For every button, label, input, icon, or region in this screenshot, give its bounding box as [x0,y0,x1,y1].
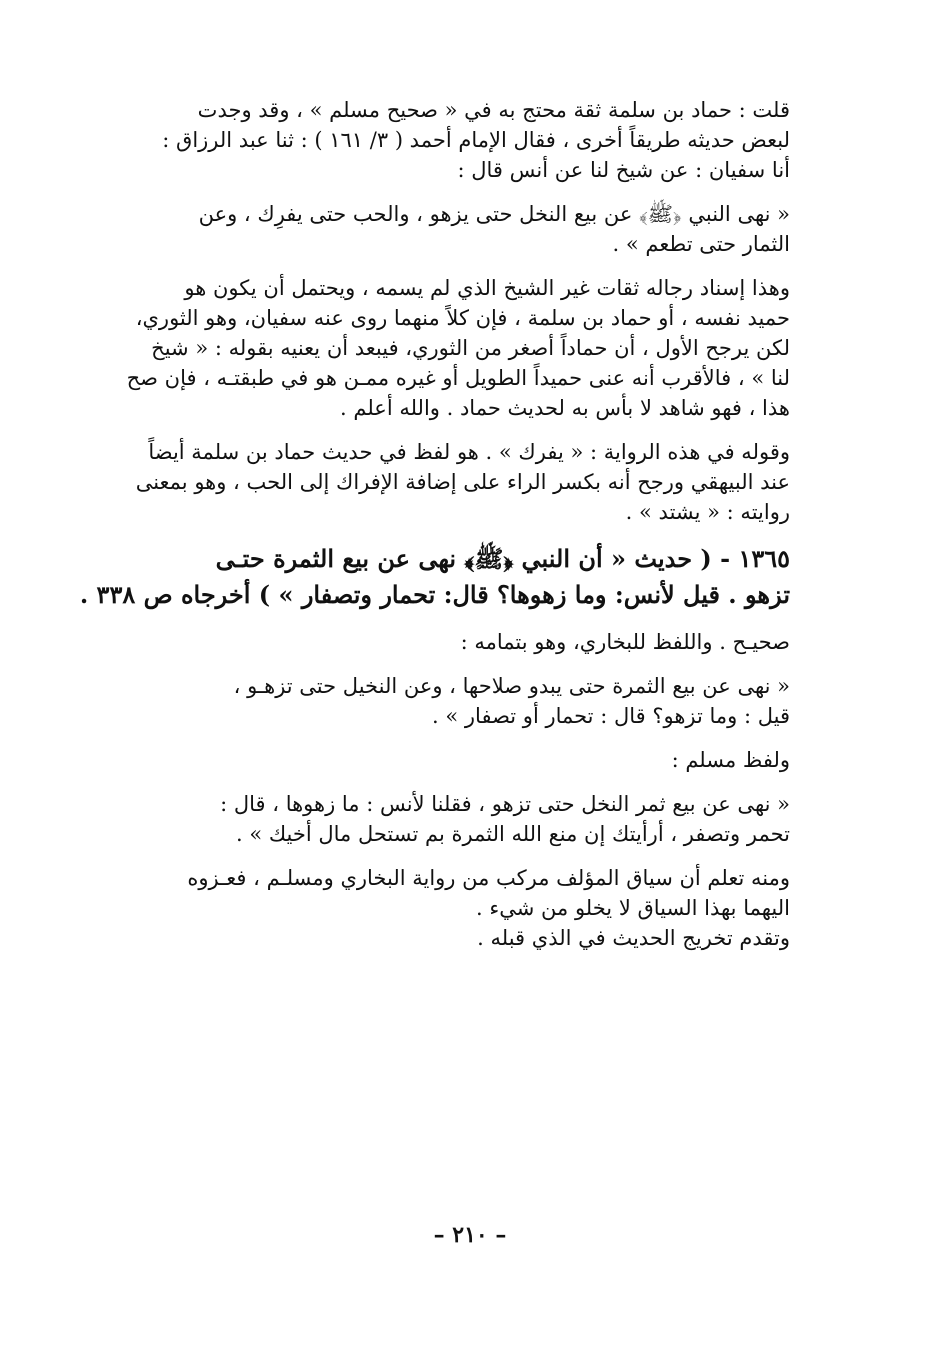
text-line: ولفظ مسلم : [671,748,790,772]
paragraph [100,273,790,423]
paragraph [100,789,790,849]
text-line: هذا ، فهو شاهد لا بأس به لحديث حماد . والله أعلم . [340,396,790,420]
text-line: وقوله في هذه الرواية : « يفرك » . هو لفظ في حديث حماد بن سلمة أيضاً [148,440,790,464]
paragraph [100,627,790,657]
paragraph [100,671,790,731]
paragraph [100,199,790,259]
text-line: لنا » ، فالأقرب أنه عنى حميداً الطويل أو غيره ممـن هو في طبقتـه ، فإن صح [126,366,790,390]
text-line: عند البيهقي ورجح أنه بكسر الراء على إضافة الإفراك إلى الحب ، وهو بمعنى [135,470,790,494]
page-number: – ٢١٠ – [433,1222,507,1248]
text-line: حميد نفسه ، أو حماد بن سلمة ، فإن كلاً منهما روى عنه سفيان، وهو الثوري، [135,306,790,330]
text-line: قيل : وما تزهو؟ قال : تحمار أو تصفار » . [432,704,790,728]
paragraph [100,95,790,185]
text-line: تزهو . قيل لأنس: وما زهوها؟ قال: تحمار وتصفار » ) أخرجاه ص ٣٣٨ . [79,580,790,609]
text-line: « نهى عن بيع الثمرة حتى يبدو صلاحها ، وعن النخيل حتى تزهـو ، [233,674,790,698]
text-line: لبعض حديثه طريقاً أخرى ، فقال الإمام أحمد ( ٣/ ١٦١ ) : ثنا عبد الرزاق : [162,128,790,152]
hadith-heading [79,541,790,613]
page-body [79,95,790,967]
text-line: اليهما بهذا السياق لا يخلو من شيء . [476,896,790,920]
paragraphs-container [79,95,790,953]
text-line: « نهى عن بيع ثمر النخل حتى تزهو ، فقلنا لأنس : ما زهوها ، قال : [220,792,790,816]
paragraph [100,437,790,527]
text-line: روايته : « يشتد » . [625,500,790,524]
text-line: ومنه تعلم أن سياق المؤلف مركب من رواية البخاري ومسلـم ، فعـزوه [187,866,790,890]
text-line: « نهى النبي ﴿ﷺ﴾ عن بيع النخل حتى يزهو ، والحب حتى يفرِك ، وعن [198,202,790,226]
text-line: تحمر وتصفر ، أرأيتك إن منع الله الثمرة بم تستحل مال أخيك » . [235,822,790,846]
text-line: صحيـح . واللفظ للبخاري، وهو بتمامه : [460,630,790,654]
text-line: وتقدم تخريج الحديث في الذي قبله . [477,926,790,950]
text-line: قلت : حماد بن سلمة ثقة محتج به في « صحيح مسلم » ، وقد وجدت [197,98,790,122]
paragraph [100,745,790,775]
text-line: لكن يرجح الأول ، أن حماداً أصغر من الثوري، فيبعد أن يعنيه بقوله : « شيخ [151,336,790,360]
text-line: أنا سفيان : عن شيخ لنا عن أنس قال : [457,158,790,182]
text-line: ١٣٦٥ - ( حديث « أن النبي ﴿ﷺ﴾ نهى عن بيع الثمرة حتـى [215,544,790,573]
text-line: الثمار حتى تطعم » . [612,232,790,256]
text-line: وهذا إسناد رجاله ثقات غير الشيخ الذي لم يسمه ، ويحتمل أن يكون هو [184,276,790,300]
paragraph [100,863,790,953]
